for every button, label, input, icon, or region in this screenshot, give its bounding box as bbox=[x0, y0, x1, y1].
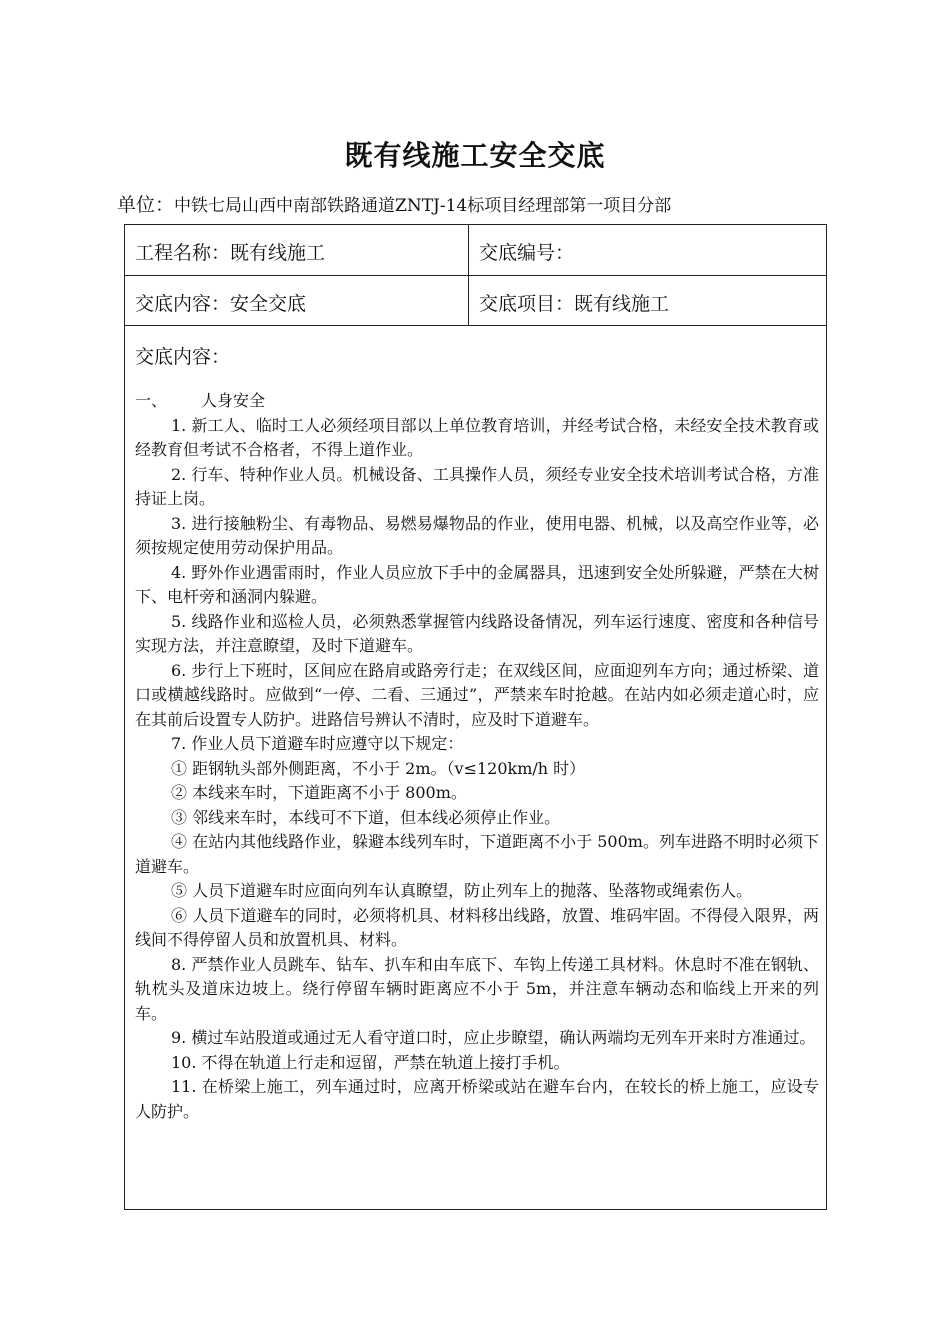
handover-item-cell: 交底项目：既有线施工 bbox=[479, 293, 670, 315]
section-heading bbox=[135, 389, 819, 414]
unit-value: 中铁七局山西中南部铁路通道ZNTJ-14标项目经理部第一项目分部 bbox=[174, 196, 672, 216]
handover-content-cell: 交底内容：安全交底 bbox=[135, 293, 307, 315]
list-item: 5. 线路作业和巡检人员，必须熟悉掌握管内线路设备情况，列车运行速度、密度和各种信号实现方法，并注意瞭望，及时下道避车。 bbox=[135, 611, 819, 655]
list-item: 11. 在桥梁上施工，列车通过时，应离开桥梁或站在避车台内，在较长的桥上施工，应设专人防护。 bbox=[135, 1077, 819, 1121]
list-item: 9. 横过车站股道或通过无人看守道口时，应止步瞭望，确认两端均无列车开来时方准通过。 bbox=[171, 1028, 816, 1047]
table-row bbox=[125, 276, 826, 326]
document-title: 既有线施工安全交底 bbox=[344, 139, 606, 172]
list-item: ② 本线来车时，下道距离不小于 800m。 bbox=[171, 783, 467, 802]
project-name-cell: 工程名称：既有线施工 bbox=[135, 242, 326, 264]
list-item: 7. 作业人员下道避车时应遵守以下规定： bbox=[171, 734, 464, 753]
handover-number-cell: 交底编号： bbox=[479, 242, 575, 264]
unit-label: 单位： bbox=[117, 194, 175, 216]
list-item: 1. 新工人、临时工人必须经项目部以上单位教育培训，并经考试合格，未经安全技术教育或经教育但考试不合格者，不得上道作业。 bbox=[135, 415, 819, 459]
list-item: 2. 行车、特种作业人员。机械设备、工具操作人员，须经专业安全技术培训考试合格，方准持证上岗。 bbox=[135, 464, 819, 508]
list-item: ① 距钢轨头部外侧距离，不小于 2m。（v≤120km/h 时） bbox=[171, 758, 586, 778]
content-label: 交底内容： bbox=[135, 346, 231, 368]
handover-table bbox=[124, 224, 827, 1210]
list-item: ⑥ 人员下道避车的同时，必须将机具、材料移出线路，放置、堆码牢固。不得侵入限界，两线间不得停留人员和放置机具、材料。 bbox=[135, 905, 819, 949]
list-item: ⑤ 人员下道避车时应面向列车认真瞭望，防止列车上的抛落、坠落物或绳索伤人。 bbox=[171, 881, 753, 900]
section-title: 人身安全 bbox=[201, 391, 266, 410]
column-divider bbox=[468, 225, 469, 326]
list-item: ③ 邻线来车时，本线可不下道，但本线必须停止作业。 bbox=[171, 807, 561, 827]
unit-line bbox=[117, 190, 671, 217]
list-item: 4. 野外作业遇雷雨时，作业人员应放下手中的金属器具，迅速到安全处所躲避，严禁在大树下、电杆旁和涵洞内躲避。 bbox=[135, 562, 819, 606]
list-item: ④ 在站内其他线路作业，躲避本线列车时，下道距离不小于 500m。列车进路不明时必须下道避车。 bbox=[135, 832, 819, 876]
content-body bbox=[135, 389, 819, 1124]
list-item: 10. 不得在轨道上行走和逗留，严禁在轨道上接打手机。 bbox=[171, 1052, 570, 1072]
list-item: 6. 步行上下班时，区间应在路肩或路旁行走；在双线区间，应面迎列车方向；通过桥梁、道口或横越线路时。应做到“一停、二看、三通过”，严禁来车时抢越。在站内如必须走道心时，应在其前后设置专人防护。进路信号辨认不清时，应及时下道避车。 bbox=[135, 660, 819, 729]
list-item: 8. 严禁作业人员跳车、钻车、扒车和由车底下、车钩上传递工具材料。休息时不准在钢轨、轨枕头及道床边坡上。绕行停留车辆时距离应不小于 5m，并注意车辆动态和临线上开来的列车。 bbox=[135, 954, 819, 1023]
section-number: 一、 bbox=[135, 391, 168, 410]
table-row bbox=[125, 225, 826, 276]
list-item: 3. 进行接触粉尘、有毒物品、易燃易爆物品的作业，使用电器、机械，以及高空作业等，必须按规定使用劳动保护用品。 bbox=[135, 513, 819, 557]
